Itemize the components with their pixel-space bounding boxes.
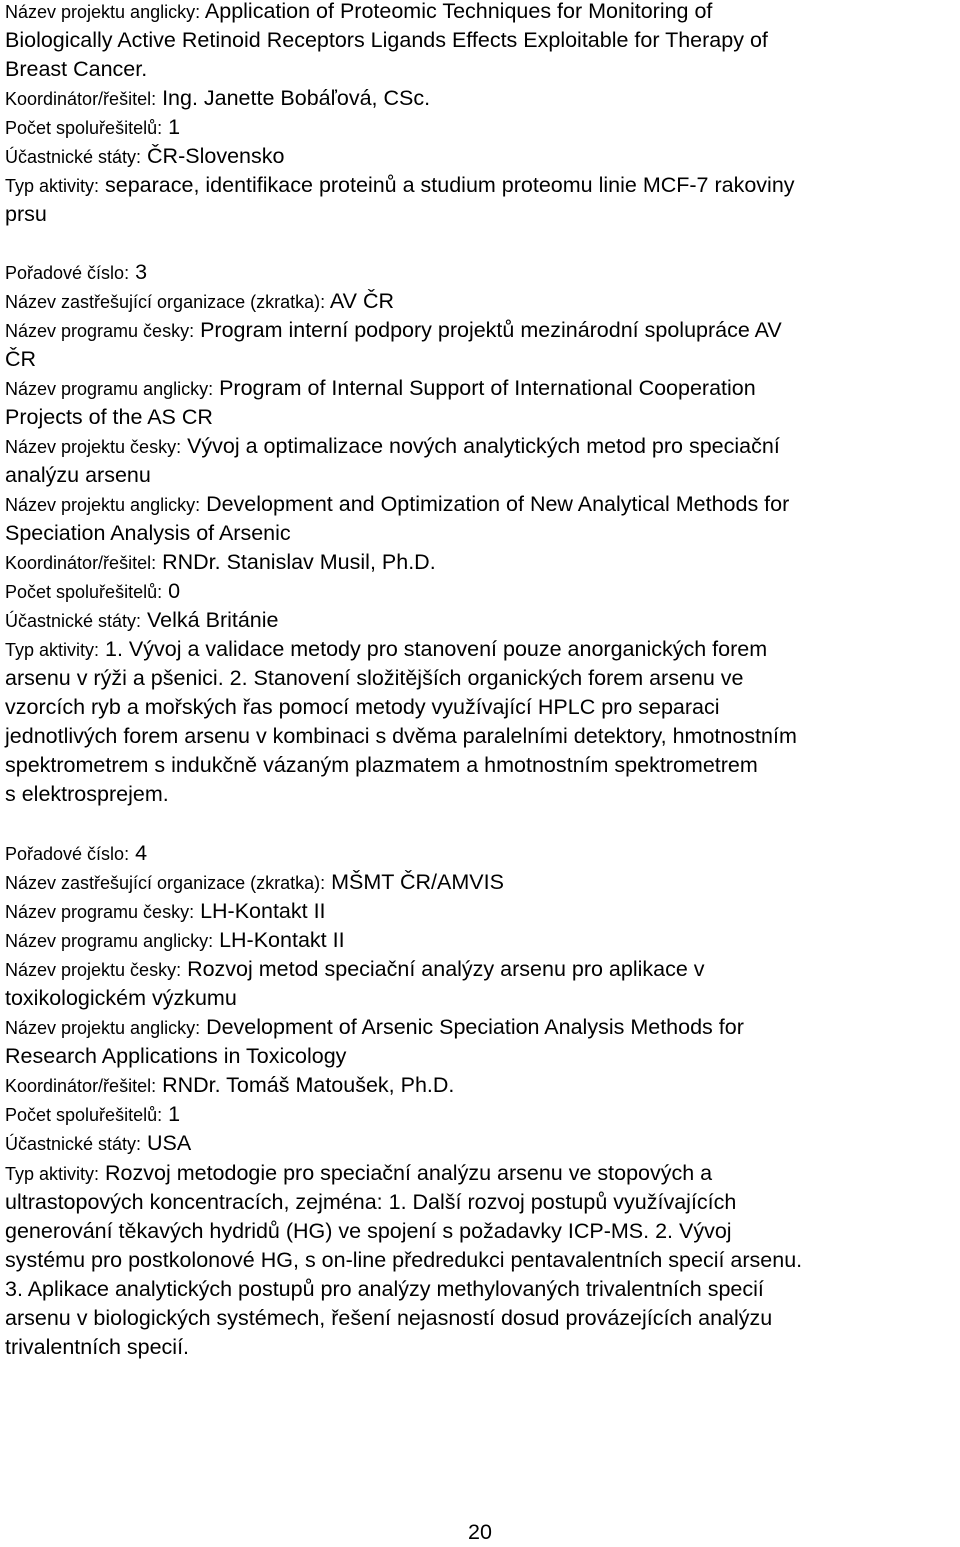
organization-line: Název zastřešující organizace (zkratka): MŠMT ČR/AMVIS bbox=[5, 870, 504, 894]
program-en-line: Název programu anglicky: LH-Kontakt II bbox=[5, 928, 345, 952]
order-number-line: Pořadové číslo: 3 bbox=[5, 260, 148, 284]
activity-line: Typ aktivity: Rozvoj metodogie pro speciační analýzu arsenu ve stopových a bbox=[5, 1161, 713, 1185]
countries-line: Účastnické státy: Velká Británie bbox=[5, 608, 279, 632]
project-title-en-line: Breast Cancer. bbox=[5, 57, 148, 81]
page-number: 20 bbox=[468, 1520, 492, 1544]
project-title-cz-line: Název projektu česky: Vývoj a optimalizace nových analytických metod pro speciační bbox=[5, 434, 780, 458]
activity-line: Typ aktivity: separace, identifikace proteinů a studium proteomu linie MCF-7 rakoviny bbox=[5, 173, 795, 197]
countries-line: Účastnické státy: USA bbox=[5, 1131, 192, 1155]
activity-line: trivalentních specií. bbox=[5, 1335, 190, 1359]
countries-line: Účastnické státy: ČR-Slovensko bbox=[5, 144, 285, 168]
project-title-cz-line: Název projektu česky: Rozvoj metod speciační analýzy arsenu pro aplikace v bbox=[5, 957, 705, 981]
program-en-line: Projects of the AS CR bbox=[5, 405, 213, 429]
coordinator-line: Koordinátor/řešitel: RNDr. Stanislav Musil, Ph.D. bbox=[5, 550, 436, 574]
program-en-line: Název programu anglicky: Program of Internal Support of International Cooperation bbox=[5, 376, 756, 400]
activity-line: s elektrosprejem. bbox=[5, 782, 169, 806]
project-title-cz-line: toxikologickém výzkumu bbox=[5, 986, 237, 1010]
activity-line: arsenu v biologických systémech, řešení nejasností dosud provázejících analýzu bbox=[5, 1306, 773, 1330]
program-cz-line: Název programu česky: Program interní podpory projektů mezinárodní spolupráce AV bbox=[5, 318, 782, 342]
coinvestigators-line: Počet spoluřešitelů: 0 bbox=[5, 579, 181, 603]
coordinator-line: Koordinátor/řešitel: Ing. Janette Bobáľová, CSc. bbox=[5, 86, 431, 110]
project-title-en-line: Název projektu anglicky: Development and Optimization of New Analytical Methods for bbox=[5, 492, 790, 516]
organization-line: Název zastřešující organizace (zkratka): AV ČR bbox=[5, 289, 395, 313]
project-title-en-line: Biologically Active Retinoid Receptors Ligands Effects Exploitable for Therapy of bbox=[5, 28, 768, 52]
project-title-en-line: Research Applications in Toxicology bbox=[5, 1044, 347, 1068]
activity-line: spektrometrem s indukčně vázaným plazmatem a hmotnostním spektrometrem bbox=[5, 753, 758, 777]
program-cz-line: Název programu česky: LH-Kontakt II bbox=[5, 899, 326, 923]
activity-line: Typ aktivity: 1. Vývoj a validace metody pro stanovení pouze anorganických forem bbox=[5, 637, 768, 661]
activity-line: systému pro postkolonové HG, s on-line předredukci pentavalentních specií arsenu. bbox=[5, 1248, 803, 1272]
coordinator-line: Koordinátor/řešitel: RNDr. Tomáš Matoušek, Ph.D. bbox=[5, 1073, 455, 1097]
activity-line: generování těkavých hydridů (HG) ve spojení s požadavky ICP-MS. 2. Vývoj bbox=[5, 1219, 732, 1243]
program-cz-line: ČR bbox=[5, 347, 37, 371]
project-title-en-line: Speciation Analysis of Arsenic bbox=[5, 521, 291, 545]
coinvestigators-line: Počet spoluřešitelů: 1 bbox=[5, 115, 181, 139]
activity-line: ultrastopových koncentracích, zejména: 1. Další rozvoj postupů využívajících bbox=[5, 1190, 737, 1214]
order-number-line: Pořadové číslo: 4 bbox=[5, 841, 148, 865]
activity-line: 3. Aplikace analytických postupů pro analýzy methylovaných trivalentních specií bbox=[5, 1277, 764, 1301]
project-title-en-line: Název projektu anglicky: Development of Arsenic Speciation Analysis Methods for bbox=[5, 1015, 744, 1039]
activity-line: arsenu v rýži a pšenici. 2. Stanovení složitějších organických forem arsenu ve bbox=[5, 666, 744, 690]
project-title-en-line: Název projektu anglicky: Application of Proteomic Techniques for Monitoring of bbox=[5, 0, 713, 23]
project-title-cz-line: analýzu arsenu bbox=[5, 463, 151, 487]
coinvestigators-line: Počet spoluřešitelů: 1 bbox=[5, 1102, 181, 1126]
activity-line: prsu bbox=[5, 202, 47, 226]
activity-line: vzorcích ryb a mořských řas pomocí metody využívající HPLC pro separaci bbox=[5, 695, 720, 719]
activity-line: jednotlivých forem arsenu v kombinaci s dvěma paralelními detektory, hmotnostním bbox=[5, 724, 797, 748]
